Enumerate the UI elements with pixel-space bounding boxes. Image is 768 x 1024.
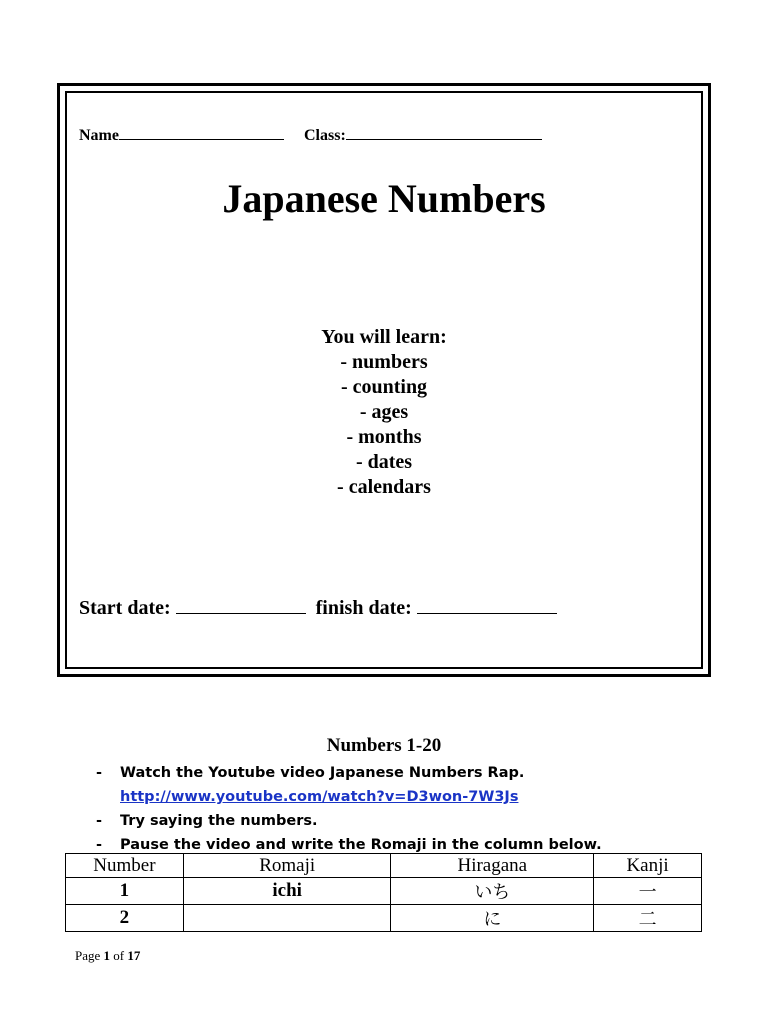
learn-item: - numbers	[340, 351, 428, 373]
column-header-hiragana: Hiragana	[391, 854, 594, 878]
total-pages: 17	[127, 948, 141, 963]
cover-frame-inner	[65, 91, 703, 669]
cell-romaji[interactable]	[183, 905, 391, 932]
learn-heading: You will learn:	[321, 326, 447, 348]
bullet-dash: -	[96, 765, 103, 781]
table-row	[66, 878, 702, 905]
class-label: Class:	[303, 127, 346, 144]
cell-kanji: 一	[594, 878, 702, 905]
learn-item: - ages	[359, 401, 409, 423]
column-header-number: Number	[66, 854, 184, 878]
page-number: 1	[103, 948, 111, 963]
name-blank[interactable]	[119, 125, 284, 140]
bullet-dash: -	[96, 813, 103, 829]
dates-line	[79, 595, 557, 620]
page-label: Page	[75, 948, 101, 963]
instruction-item	[96, 809, 716, 833]
finish-date-blank[interactable]	[417, 595, 557, 614]
cell-hiragana: いち	[391, 878, 594, 905]
page-title: Japanese Numbers	[222, 176, 546, 221]
class-blank[interactable]	[346, 125, 542, 140]
cell-hiragana: に	[391, 905, 594, 932]
learn-item: - counting	[340, 376, 428, 398]
table-header-row	[66, 854, 702, 878]
learn-item: - dates	[355, 451, 413, 473]
cell-number: 1	[66, 878, 184, 905]
table-row	[66, 905, 702, 932]
instruction-item	[96, 761, 716, 785]
start-date-label: Start date:	[79, 597, 171, 619]
instruction-text: Pause the video and write the Romaji in the column below.	[120, 837, 602, 853]
instruction-text: Try saying the numbers.	[120, 813, 318, 829]
page-footer	[75, 948, 140, 964]
start-date-blank[interactable]	[176, 595, 306, 614]
cell-kanji: 二	[594, 905, 702, 932]
bullet-dash: -	[96, 837, 103, 853]
numbers-table	[65, 853, 702, 932]
cell-number: 2	[66, 905, 184, 932]
learn-block	[67, 325, 701, 500]
column-header-romaji: Romaji	[183, 854, 391, 878]
instructions-list	[96, 761, 716, 857]
learn-item: - months	[346, 426, 422, 448]
of-label: of	[113, 948, 125, 963]
section-title: Numbers 1-20	[326, 735, 442, 756]
learn-item: - calendars	[337, 476, 431, 498]
instruction-item	[96, 785, 716, 809]
name-label: Name	[79, 127, 119, 144]
youtube-link[interactable]: http://www.youtube.com/watch?v=D3won-7W3Js	[120, 789, 519, 805]
cover-frame-outer	[57, 83, 711, 677]
name-class-line	[79, 125, 542, 145]
bullet-dash	[96, 785, 120, 809]
cell-romaji[interactable]: ichi	[183, 878, 391, 905]
column-header-kanji: Kanji	[594, 854, 702, 878]
finish-date-label: finish date:	[315, 597, 412, 619]
instruction-text: Watch the Youtube video Japanese Numbers Rap.	[120, 765, 525, 781]
